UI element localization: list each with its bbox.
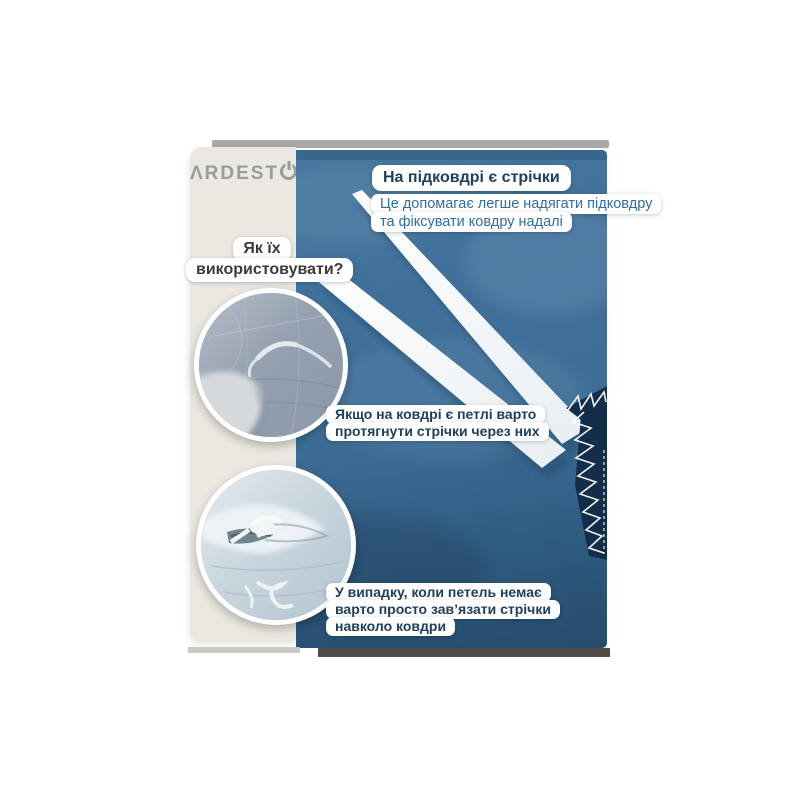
question-line: Як їх (233, 237, 290, 261)
tip-line: навколо ковдри (326, 617, 455, 636)
tip-loops-badge (326, 405, 549, 441)
question-line: використовувати? (186, 258, 353, 282)
tip-line: варто просто зав’язати стрічки (326, 600, 560, 619)
header-subtitle-badge (371, 194, 661, 232)
tip-line: протягнути стрічки через них (326, 422, 549, 441)
tip-no-loops-badge (326, 583, 560, 636)
tip-line: Якщо на ковдрі є петлі варто (326, 405, 545, 424)
subtitle-line: та фіксувати ковдру надалі (371, 212, 572, 232)
bottom-light-strip (188, 647, 300, 653)
bottom-dark-bar (318, 648, 610, 657)
question-badge (186, 237, 344, 282)
subtitle-line: Це допомагає легше надягати підковдру (371, 194, 661, 214)
header-title-badge (372, 165, 571, 191)
header-title: На підковдрі є стрічки (372, 165, 571, 191)
logo-power-o-icon (280, 163, 297, 180)
ardesto-logo (190, 163, 296, 185)
inset-photo-loops (194, 288, 348, 442)
logo-letters: ΛRDEST (190, 163, 280, 184)
tip-line: У випадку, коли петель немає (326, 583, 551, 602)
